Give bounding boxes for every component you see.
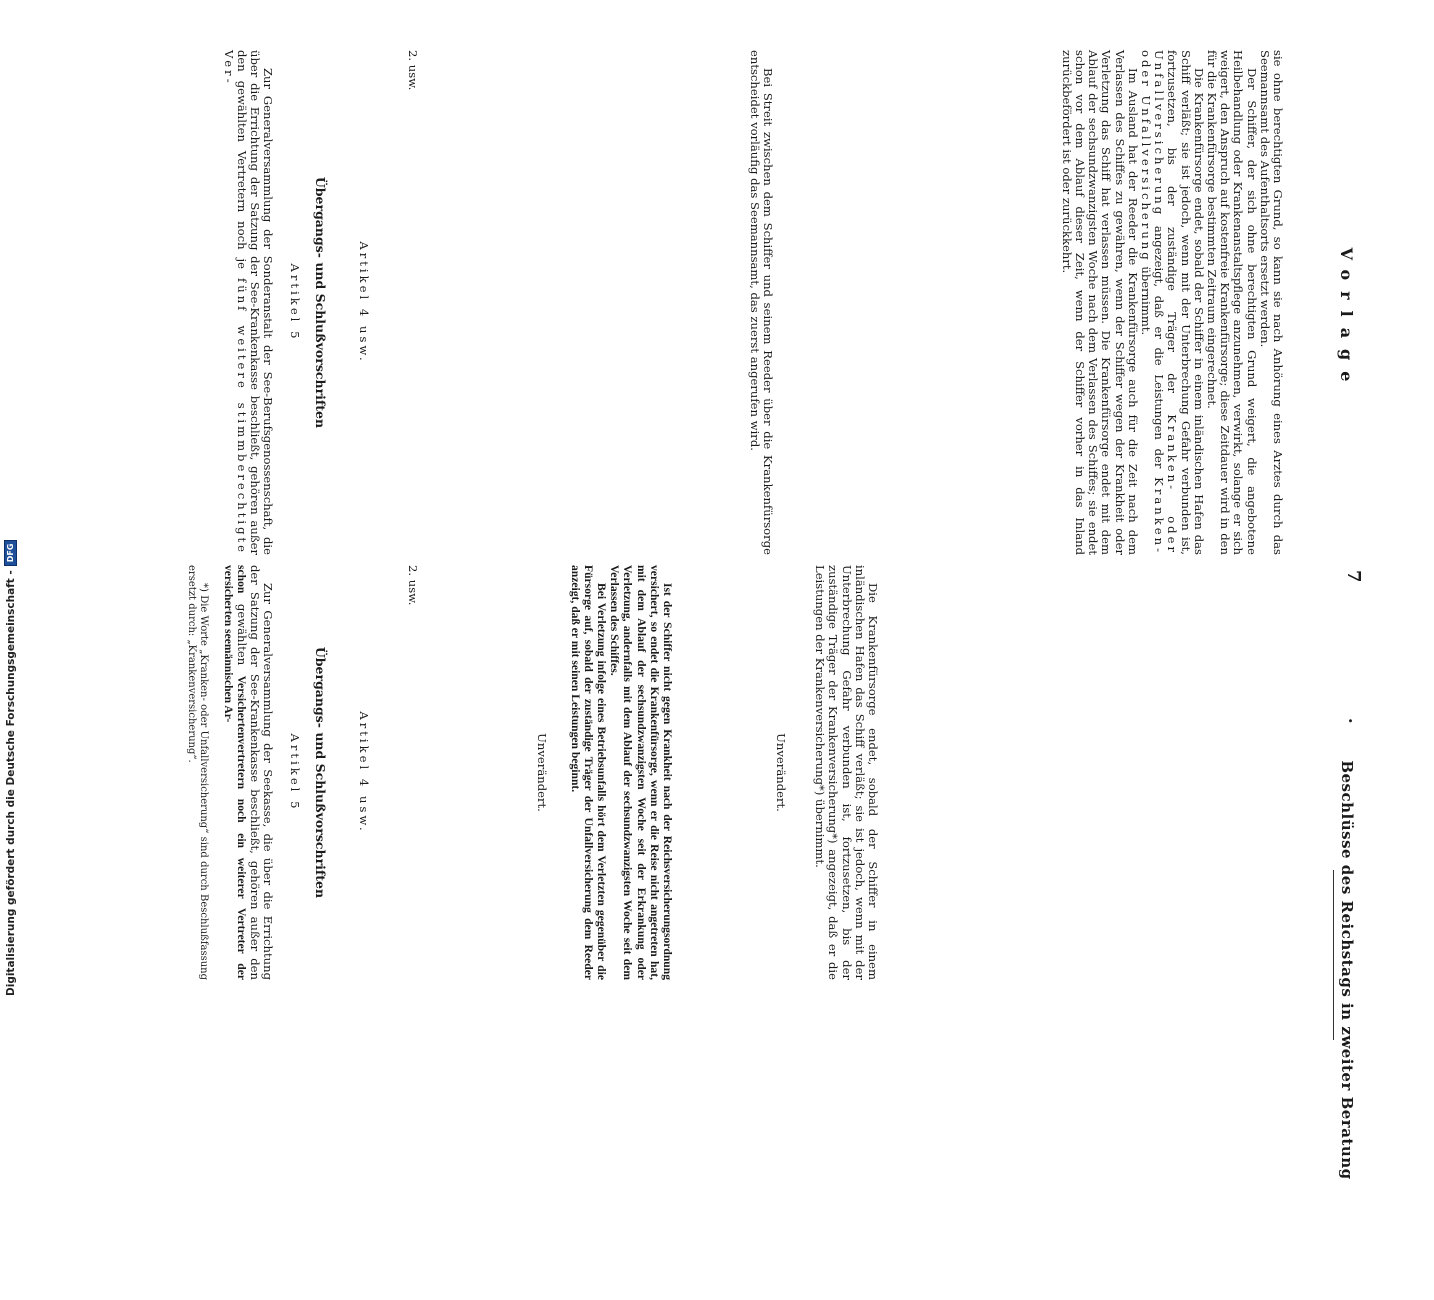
right-paragraph-1: Die Krankenfürsorge endet, sobald der Schiffer in einem inländischen Hafen das Schiff verläßt; sie ist jedoch, wenn mit der Unterbrechung Gefahr verbunden ist, fortzusetzen, bis der zuständige Träger der Krankenversicherung*) angezeigt, daß er die Leistungen der Krankenversicherung*) übernimmt. (813, 565, 880, 980)
left-paragraph-6 (221, 50, 274, 555)
right-p4-bold2: Versichertenvertretern noch (234, 675, 248, 823)
right-paragraph-3: Bei Verletzung infolge eines Betriebsunfalls hört dem Verletzten gegenüber die Fürsorge auf, sobald der zuständige Träger der Unfallversicherung dem Reeder anzeigt, daß er mit seinen Leistungen beginnt. (568, 565, 608, 980)
left-column-streit (748, 50, 774, 555)
left-paragraph-2: Der Schiffer, der sich ohne berechtigten Grund weigert, die angebotene Heilbehandlung oder Krankenanstaltspflege anzunehmen, verwirkt, solange er sich weigert, den Anspruch auf kostenfreie Krankenfürsorge; diese Zeitdauer wird in den für die Krankenfürsorge bestimmten Zeitraum eingerechnet. (1204, 50, 1259, 555)
right-paragraph-4 (221, 565, 274, 980)
right-artikel-5: Artikel 5 (288, 733, 303, 812)
right-usw: 2. usw. (406, 565, 420, 606)
left-p3-part3: übernimmt. (1138, 266, 1153, 336)
left-column-bottom (221, 50, 419, 555)
left-p3-spaced2: Kranken- oder Unfallversicherung (1138, 50, 1167, 556)
right-artikel-4: Artikel 4 usw. (356, 711, 371, 834)
left-paragraph-4: Im Ausland hat der Reeder die Krankenfürsorge auch für die Zeit nach dem Verlassen des Schiffes zu gewähren, wenn der Schiffer wegen der Krankheit oder Verletzung das Schiff hat verlassen müssen. Die Krankenfürsorge endet mit dem Ablauf der sechsundzwanzigsten Woche nach dem Verlassen des Schiffes; sie endet schon vor dem Ablauf dieser Zeit, wenn der Schiffer vorher in das Inland zurückbefördert ist oder zurückkehrt. (1059, 50, 1140, 555)
right-paragraph-2: Ist der Schiffer nicht gegen Krankheit nach der Reichsversicherungsordnung versichert, so endet die Krankenfürsorge, wenn er die Reise nicht angetreten hat, mit dem Ablauf der sechsundzwanzigsten Woche seit der Erkrankung oder Verletzung, andernfalls mit dem Ablauf der sechsundzwanzigsten Woche seit dem Verlassen des Schiffes. (608, 565, 674, 980)
left-artikel-5: Artikel 5 (288, 263, 303, 342)
right-column-top (774, 565, 879, 980)
left-p3-part1: Die Krankenfürsorge endet, sobald der Schiffer in einem inländischen Hafen das Schiff verläßt; sie ist jedoch, wenn mit der Unterbrechung Gefahr verbunden ist, fortzusetzen, bis der zuständige Träger der (1165, 50, 1206, 555)
right-p4-part2: gewählten (234, 603, 249, 666)
digitization-footer (4, 540, 17, 996)
left-p3-part2: angezeigt, daß er die Leistungen der (1152, 225, 1167, 469)
right-footnote: *) Die Worte „Kranken- oder Unfallversicherung“ sind durch Beschlußfassung ersetzt durch: „Krankenversicherung“. (186, 565, 210, 980)
left-paragraph-3 (1139, 50, 1205, 555)
header-beschluesse: Beschlüsse des Reichstags in zweiter Beratung (1338, 760, 1356, 1180)
header-dot: . (1345, 718, 1364, 724)
left-p3-spaced1: Kranken- oder Unfallversicherung (1152, 50, 1180, 555)
dfg-logo: DFG (4, 540, 17, 567)
left-p6-spaced: fünf weitere stimmberechtigte Ver- (221, 50, 249, 556)
right-column-middle (535, 565, 674, 980)
left-artikel-4: Artikel 4 usw. (356, 241, 371, 364)
left-paragraph-5: Bei Streit zwischen dem Schiffer und seinem Reeder über die Krankenfürsorge entscheidet vorläufig das Seemannsamt, das zuerst angerufen wird. (747, 50, 775, 555)
page-number: 7 (1343, 570, 1364, 583)
right-p4-part1: Zur Generalversammlung der Seekasse, die über die Errichtung der Satzung der See-Krankenkasse beschließt, gehören außer den (247, 565, 276, 980)
header-vorlage: Vorlage (1337, 247, 1356, 393)
left-column-top (1060, 50, 1284, 555)
footer-text: Digitalisierung gefördert durch die Deutsche Forschungsgemeinschaft - (4, 570, 17, 996)
left-heading-schlussvorschriften: Übergangs- und Schlußvorschriften (312, 176, 328, 429)
right-heading-schlussvorschriften: Übergangs- und Schlußvorschriften (312, 646, 328, 899)
header-rule (1333, 870, 1334, 1040)
right-p4-bold3: ein weiterer Vertreter der versicherten seemännischen Ar- (221, 565, 248, 981)
right-unveraendert-1: Unverändert. (773, 733, 788, 812)
right-column-bottom (185, 565, 419, 980)
left-usw: 2. usw. (406, 50, 420, 91)
left-p6-part1: Zur Generalversammlung der Sonderanstalt der See-Berufsgenossenschaft, die über die Errichtung der Satzung der See-Krankenkasse beschließt, gehören außer den gewählten Vertretern noch je (234, 50, 276, 555)
right-unveraendert-2: Unverändert. (535, 733, 550, 812)
left-paragraph-1: sie ohne berechtigten Grund, so kann sie nach Anhörung eines Arztes durch das Seemannsamt des Aufenthaltsorts ersetzt werden. (1257, 50, 1285, 555)
right-p4-bold1: schon (234, 565, 248, 594)
